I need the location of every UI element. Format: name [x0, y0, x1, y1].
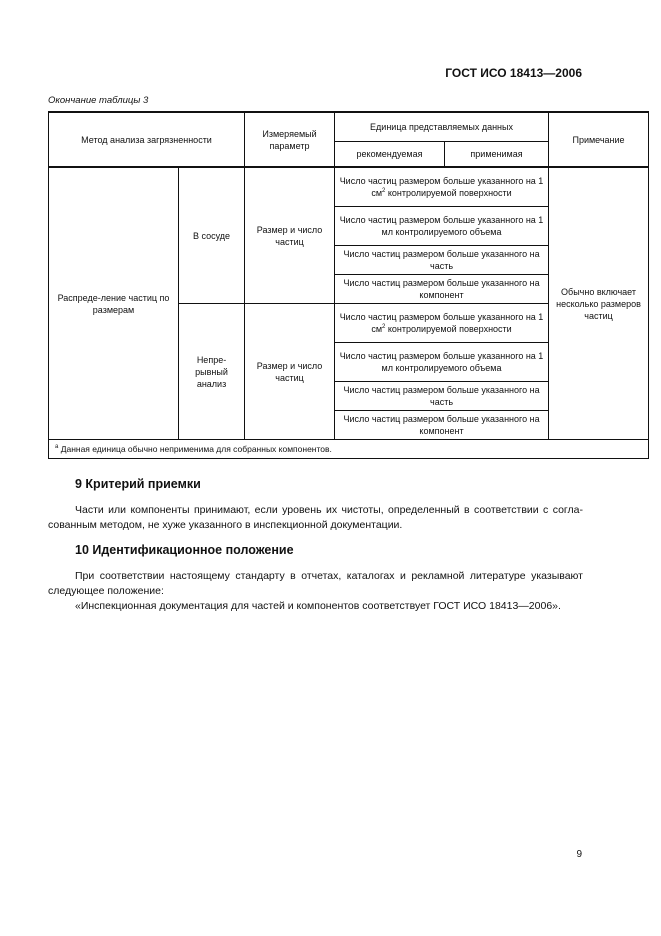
header-unit-recommended: рекомендуемая: [335, 142, 445, 168]
header-unit-applicable: применимая: [445, 142, 549, 168]
method-cell: Распреде-ление частиц по размерам: [49, 167, 179, 440]
unit-cell: Число частиц размером больше указанного на 1 $см^2$ контролируемой поверхности: [335, 167, 549, 207]
footnote-marker: а: [55, 444, 59, 451]
section-9-title: 9 Критерий приемки: [75, 477, 201, 491]
unit-cell: Число частиц размером больше указанного на 1 $см^2$ контролируемой поверхности: [335, 304, 549, 343]
table-caption: Окончание таблицы 3: [48, 95, 149, 106]
unit-cell: Число частиц размером больше указанного на часть: [335, 246, 549, 275]
section-9-text: Части или компоненты принимают, если уровень их чистоты, определенный в соответствии с согла-сованным методом, не хуже указанного в инспекционной документации.: [48, 504, 583, 531]
table-row: [49, 167, 649, 207]
header-method: Метод анализа загрязненности: [49, 112, 245, 167]
section-10-text: При соответствии настоящему стандарту в отчетах, каталогах и рекламной литературе указывают следующее положение: «Инспекционная документация для частей и компонентов соответствует ГОСТ ИСО 18413—2006».: [48, 570, 583, 612]
unit-cell: Число частиц размером больше указанного на компонент: [335, 275, 549, 304]
parameter-cell: Размер и число частиц: [245, 167, 335, 304]
specification-table: [48, 111, 649, 459]
document-code: ГОСТ ИСО 18413—2006: [445, 66, 582, 80]
parameter-cell: Размер и число частиц: [245, 304, 335, 440]
unit-cell: Число частиц размером больше указанного на часть: [335, 382, 549, 411]
table-footnote: $^а$ Данная единица обычно неприменима для собранных компонентов.: [49, 440, 649, 459]
unit-cell: Число частиц размером больше указанного на компонент: [335, 411, 549, 440]
unit-cell: Число частиц размером больше указанного на 1 мл контролируемого объема: [335, 343, 549, 382]
submethod-cell: Непре-рывный анализ: [179, 304, 245, 440]
header-unit: Единица представляемых данных: [335, 112, 549, 142]
header-parameter: Измеряемый параметр: [245, 112, 335, 167]
section-10-title: 10 Идентификационное положение: [75, 543, 294, 557]
table-footnote-row: [49, 440, 649, 459]
unit-cell: Число частиц размером больше указанного на 1 мл контролируемого объема: [335, 207, 549, 246]
header-note: Примечание: [549, 112, 649, 167]
submethod-cell: В сосуде: [179, 167, 245, 304]
page-number: 9: [576, 849, 582, 860]
note-cell: Обычно включает несколько размеров частиц: [549, 167, 649, 440]
